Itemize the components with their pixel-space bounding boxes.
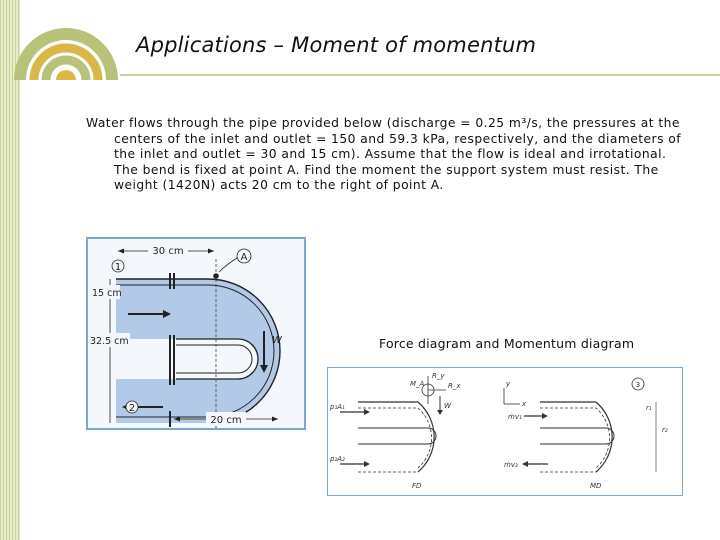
fd-p1a1-label: p₁A₁	[330, 403, 345, 411]
pipe-bend-figure	[86, 237, 306, 430]
fd-label: FD	[412, 482, 422, 490]
fd-ma-label: M_A	[410, 380, 425, 388]
md-cv-label: 3	[635, 381, 641, 389]
diagram-caption: Force diagram and Momentum diagram	[379, 336, 635, 351]
fd-ry-label: R_y	[432, 372, 445, 380]
outlet-label: 2	[128, 403, 136, 414]
title-underline	[120, 74, 720, 76]
md-label: MD	[590, 482, 602, 490]
force-diagram	[329, 372, 461, 490]
md-r2-label: r₂	[662, 426, 668, 434]
md-x-label: x	[522, 400, 527, 408]
md-r1-label: r₁	[646, 404, 652, 412]
problem-first-line: Water flows through the pipe provided below (discharge = 0.25 m³/s, the pressures at the	[86, 116, 680, 130]
fd-rx-label: R_x	[448, 382, 461, 390]
problem-statement	[86, 116, 682, 194]
problem-rest: centers of the inlet and outlet = 150 and 59.3 kPa, respectively, and the diameters of the inlet and outlet = 30 and 15 cm). Assume that the flow is ideal and irrotational. The bend is fixed at point A. Find the moment the support system must resist. The weight (1420N) acts 20 cm to the right of point A.	[114, 131, 682, 193]
dim-left-upper-label: 15 cm	[92, 288, 122, 299]
dim-left-lower-label: 32.5 cm	[90, 336, 129, 347]
slide-title: Applications – Moment of momentum	[136, 33, 537, 57]
decorative-arcs	[0, 0, 130, 80]
md-y-label: y	[506, 380, 511, 388]
dim-top-label: 30 cm	[152, 246, 184, 257]
force-momentum-figure	[327, 367, 683, 496]
inlet-label: 1	[114, 262, 122, 273]
md-m2-label: ṁv₂	[504, 461, 518, 469]
point-a-dot	[213, 273, 219, 279]
decorative-sidebar	[0, 0, 20, 540]
point-a-label: A	[240, 252, 248, 263]
momentum-diagram	[504, 378, 668, 490]
md-m1-label: ṁv₁	[508, 413, 522, 421]
fd-p2a2-label: p₂A₂	[330, 455, 345, 463]
weight-label: W	[272, 335, 282, 346]
dim-bottom-label: 20 cm	[210, 415, 242, 426]
fd-w-label: W	[444, 402, 451, 410]
